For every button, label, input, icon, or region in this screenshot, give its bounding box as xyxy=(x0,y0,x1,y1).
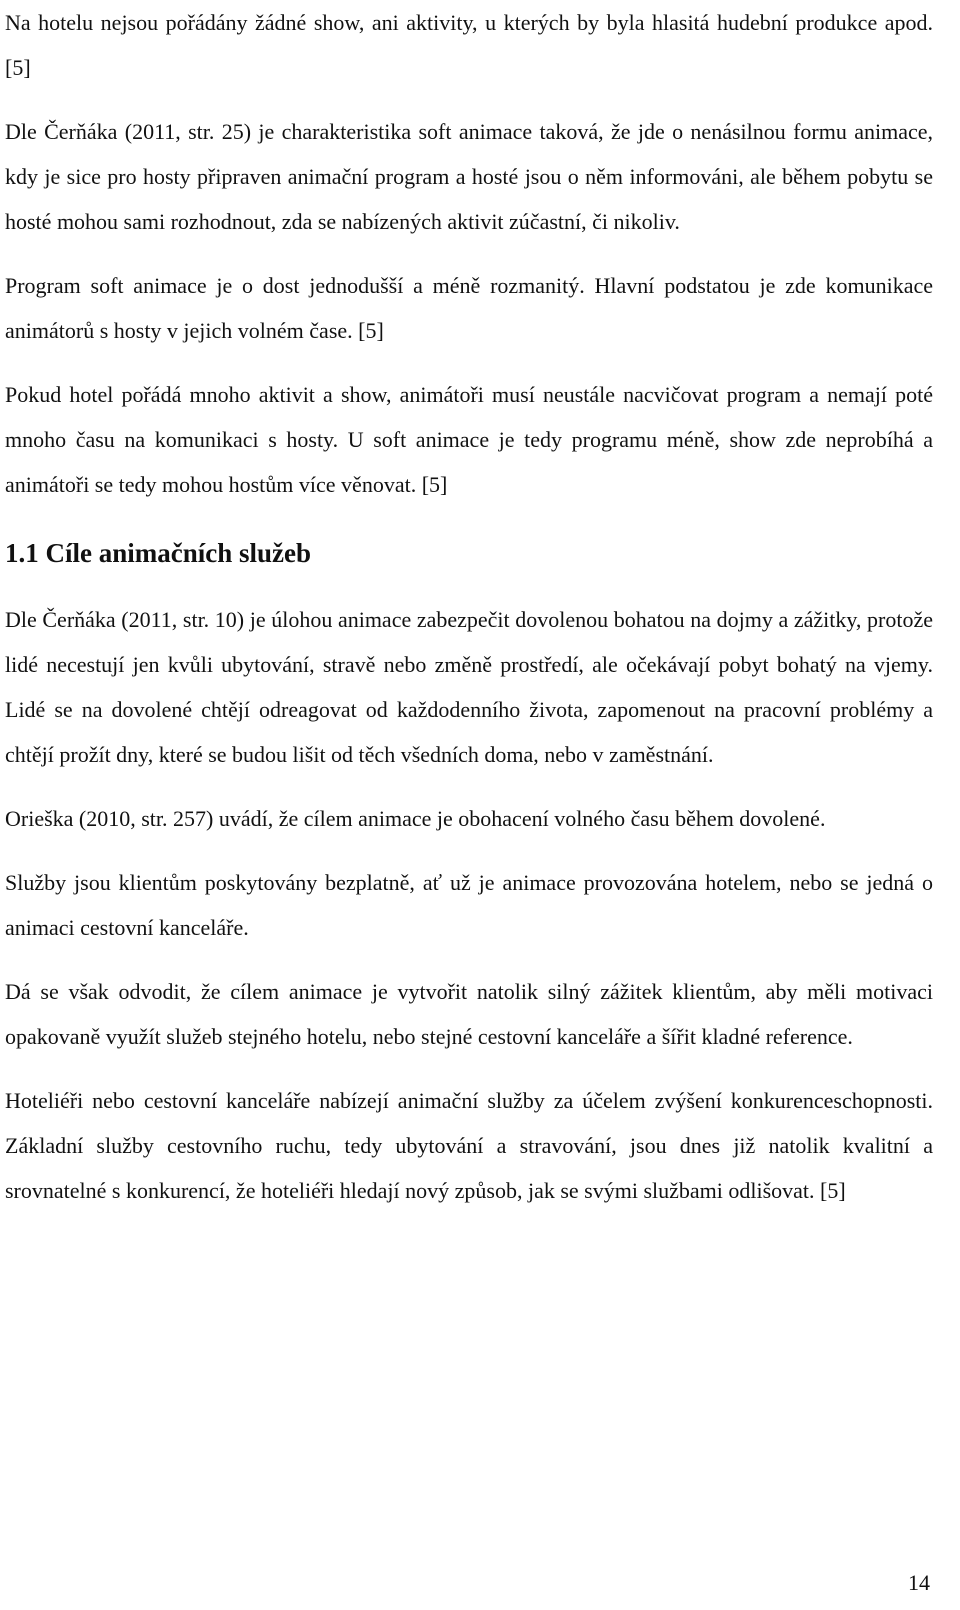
paragraph: Dle Čerňáka (2011, str. 25) je charakteristika soft animace taková, že jde o nenásilnou formu animace, kdy je sice pro hosty připraven animační program a hosté jsou o něm informováni, ale během pobytu se hosté mohou sami rozhodnout, zda se nabízených aktivit zúčastní, či nikoliv. xyxy=(5,119,933,234)
paragraph: Na hotelu nejsou pořádány žádné show, ani aktivity, u kterých by byla hlasitá hudební produkce apod. [5] xyxy=(5,10,933,80)
section-heading: 1.1 Cíle animačních služeb xyxy=(5,538,312,568)
paragraph: Služby jsou klientům poskytovány bezplatně, ať už je animace provozována hotelem, nebo se jedná o animaci cestovní kanceláře. xyxy=(5,870,933,940)
paragraph: Orieška (2010, str. 257) uvádí, že cílem animace je obohacení volného času během dovolené. xyxy=(5,806,826,831)
paragraph: Pokud hotel pořádá mnoho aktivit a show, animátoři musí neustále nacvičovat program a nemají poté mnoho času na komunikaci s hosty. U soft animace je tedy programu méně, show zde neprobíhá a animátoři se tedy mohou hostům více věnovat. [5] xyxy=(5,382,933,497)
paragraph: Dá se však odvodit, že cílem animace je vytvořit natolik silný zážitek klientům, aby měli motivaci opakovaně využít služeb stejného hotelu, nebo stejné cestovní kanceláře a šířit kladné reference. xyxy=(5,979,933,1049)
document-page xyxy=(5,0,933,1213)
paragraph: Hoteliéři nebo cestovní kanceláře nabízejí animační služby za účelem zvýšení konkurenceschopnosti. Základní služby cestovního ruchu, tedy ubytování a stravování, jsou dnes již natolik kvalitní a srovnatelné s konkurencí, že hoteliéři hledají nový způsob, jak se svými službami odlišovat. [5] xyxy=(5,1088,933,1203)
paragraph: Dle Čerňáka (2011, str. 10) je úlohou animace zabezpečit dovolenou bohatou na dojmy a zážitky, protože lidé necestují jen kvůli ubytování, stravě nebo změně prostředí, ale očekávají pobyt bohatý na vjemy. Lidé se na dovolené chtějí odreagovat od každodenního života, zapomenout na pracovní problémy a chtějí prožít dny, které se budou lišit od těch všedních doma, nebo v zaměstnání. xyxy=(5,607,933,767)
paragraph: Program soft animace je o dost jednodušší a méně rozmanitý. Hlavní podstatou je zde komunikace animátorů s hosty v jejich volném čase. [5] xyxy=(5,273,933,343)
page-number: 14 xyxy=(908,1570,930,1595)
